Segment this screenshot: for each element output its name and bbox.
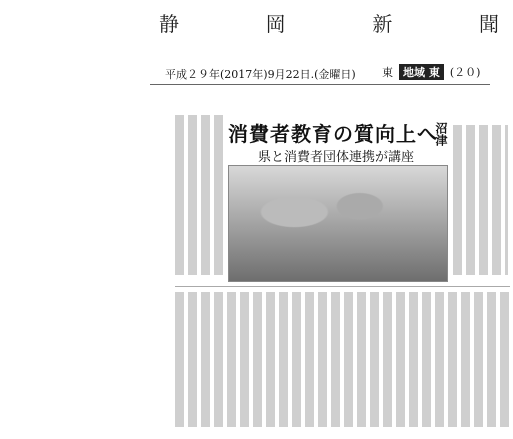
header-rule bbox=[150, 84, 490, 85]
article-body-illegible bbox=[175, 292, 510, 427]
masthead-char-4: 聞 bbox=[478, 12, 501, 36]
page-number: (２０) bbox=[449, 66, 481, 79]
masthead-char-2: 岡 bbox=[265, 12, 288, 36]
article-photo bbox=[228, 165, 448, 282]
photo-caption-illegible bbox=[453, 125, 508, 275]
article-place: 沼津 bbox=[434, 122, 448, 146]
body-divider bbox=[175, 286, 510, 287]
section-badge: 地域 東 bbox=[399, 64, 444, 80]
dateline: 平成２９年(2017年)9月22日.(金曜日) bbox=[165, 68, 356, 81]
masthead bbox=[140, 8, 513, 37]
left-column-illegible bbox=[175, 115, 223, 275]
section-tag bbox=[382, 64, 480, 80]
masthead-char-1: 静 bbox=[159, 12, 181, 36]
section-region: 東 bbox=[382, 66, 393, 79]
article-headline: 消費者教育の質向上へ bbox=[228, 122, 438, 146]
masthead-char-3: 新 bbox=[372, 12, 395, 36]
article-subheadline: 県と消費者団体連携が講座 bbox=[258, 150, 415, 165]
